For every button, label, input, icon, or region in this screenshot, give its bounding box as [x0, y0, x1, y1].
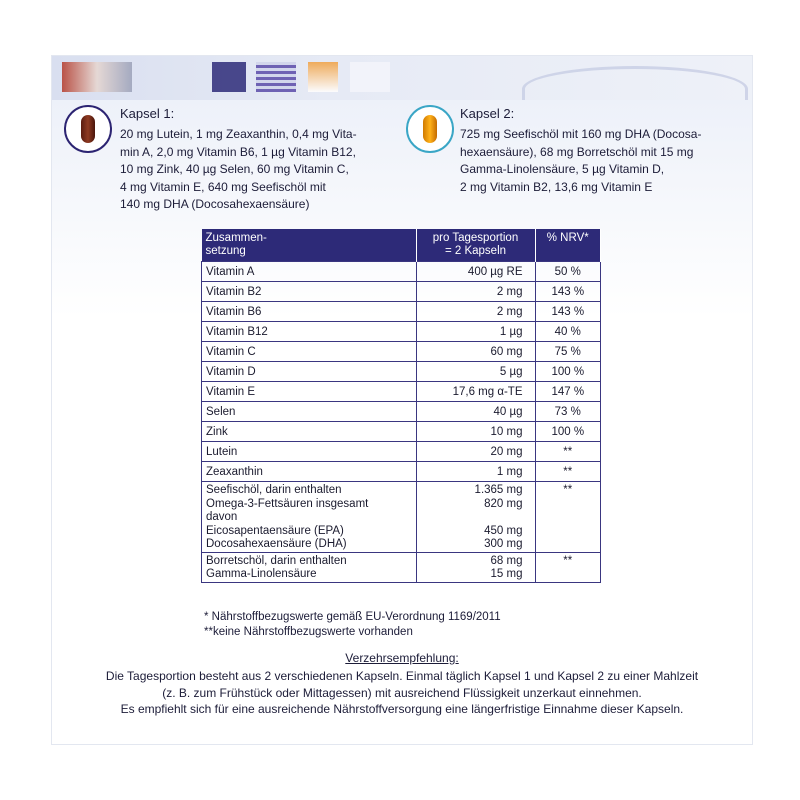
- nutrient-amount: 1 mg: [416, 462, 535, 482]
- nutrient-name: Vitamin B6: [202, 302, 417, 322]
- nutrient-amount: 10 mg: [416, 422, 535, 442]
- nutrient-name: Zeaxanthin: [202, 462, 417, 482]
- nutrient-amount: 60 mg: [416, 342, 535, 362]
- nutrient-amount: 17,6 mg α-TE: [416, 382, 535, 402]
- footnote-nrv: * Nährstoffbezugswerte gemäß EU-Verordnung 1169/2011: [204, 611, 501, 623]
- nutrient-name: Vitamin B2: [202, 282, 417, 302]
- recommendation-text: [52, 668, 752, 718]
- table-row: [202, 282, 601, 302]
- nutrient-nrv: 100 %: [535, 362, 601, 382]
- capsule-red-icon: [81, 115, 95, 143]
- nutrient-nrv: 73 %: [535, 402, 601, 422]
- table-row: [202, 342, 601, 362]
- strip-decoration-light: [350, 62, 390, 92]
- capsule-2-description: [460, 126, 732, 196]
- capsule-1-line: 140 mg DHA (Docosahexaensäure): [120, 197, 310, 211]
- header-nrv: % NRV*: [535, 229, 601, 262]
- nutrient-name: Vitamin C: [202, 342, 417, 362]
- footnote-no-nrv: **keine Nährstoffbezugswerte vorhanden: [204, 626, 413, 638]
- capsule-1-description: [120, 126, 392, 214]
- nutrient-nrv: 143 %: [535, 302, 601, 322]
- header-composition: Zusammen- setzung: [202, 229, 417, 262]
- nutrient-nrv: 100 %: [535, 422, 601, 442]
- table-row-borage: [202, 552, 601, 582]
- fishoil-nrv: **: [535, 482, 601, 553]
- capsule-2-ring: [406, 105, 454, 153]
- nutrient-name: Zink: [202, 422, 417, 442]
- nutrient-nrv: 147 %: [535, 382, 601, 402]
- nutrition-table: [201, 229, 601, 583]
- strip-decoration-orange: [308, 62, 338, 92]
- strip-decoration-blue: [212, 62, 246, 92]
- nutrient-nrv: **: [535, 442, 601, 462]
- nutrient-amount: 40 µg: [416, 402, 535, 422]
- recommendation-line: Es empfiehlt sich für eine ausreichende Nährstoffversorgung eine längerfristige Einnahme dieser Kapseln.: [120, 702, 684, 716]
- strip-decoration-purple: [256, 62, 296, 92]
- nutrient-name: Vitamin A: [202, 262, 417, 282]
- table-row: [202, 442, 601, 462]
- strip-decoration-arc: [522, 66, 748, 100]
- capsule-2-line: 725 mg Seefischöl mit 160 mg DHA (Docosa-: [460, 127, 702, 141]
- capsule-1-line: 10 mg Zink, 40 µg Selen, 60 mg Vitamin C,: [120, 162, 349, 176]
- table-row: [202, 462, 601, 482]
- header-daily-portion: pro Tagesportion = 2 Kapseln: [416, 229, 535, 262]
- nutrient-nrv: 143 %: [535, 282, 601, 302]
- table-row: [202, 402, 601, 422]
- nutrient-name: Lutein: [202, 442, 417, 462]
- capsule-1-ring: [64, 105, 112, 153]
- nutrient-amount: 5 µg: [416, 362, 535, 382]
- capsule-1-line: min A, 2,0 mg Vitamin B6, 1 µg Vitamin B12,: [120, 144, 356, 159]
- capsule-2-line: hexaensäure), 68 mg Borretschöl mit 15 mg: [460, 144, 694, 159]
- borage-nrv: **: [535, 552, 601, 582]
- strip-decoration-red: [62, 62, 132, 92]
- nutrient-name: Vitamin B12: [202, 322, 417, 342]
- table-header-row: [202, 229, 601, 262]
- nutrient-amount: 2 mg: [416, 282, 535, 302]
- fishoil-amount: 1.365 mg 820 mg 450 mg 300 mg: [416, 482, 535, 553]
- capsule-2-line: 2 mg Vitamin B2, 13,6 mg Vitamin E: [460, 179, 653, 194]
- capsule-2-line: Gamma-Linolensäure, 5 µg Vitamin D,: [460, 162, 665, 176]
- table-row: [202, 262, 601, 282]
- table-row: [202, 422, 601, 442]
- fishoil-name: Seefischöl, darin enthalten Omega-3-Fettsäuren insgesamt davon Eicosapentaensäure (EPA) Docosahexaensäure (DHA): [202, 482, 417, 553]
- package-top-strip: [52, 56, 752, 100]
- nutrient-nrv: 40 %: [535, 322, 601, 342]
- table-row: [202, 362, 601, 382]
- capsule-2-title: Kapsel 2:: [460, 106, 515, 121]
- nutrient-amount: 400 µg RE: [416, 262, 535, 282]
- recommendation-title: Verzehrsempfehlung:: [345, 651, 459, 665]
- capsule-1-line: 20 mg Lutein, 1 mg Zeaxanthin, 0,4 mg Vita-: [120, 127, 357, 141]
- capsule-1-line: 4 mg Vitamin E, 640 mg Seefischöl mit: [120, 179, 326, 194]
- capsule-1-title: Kapsel 1:: [120, 106, 175, 121]
- capsule-orange-icon: [423, 115, 437, 143]
- nutrient-name: Vitamin E: [202, 382, 417, 402]
- table-row: [202, 322, 601, 342]
- nutrient-nrv: 50 %: [535, 262, 601, 282]
- recommendation-line: Die Tagesportion besteht aus 2 verschiedenen Kapseln. Einmal täglich Kapsel 1 und Kapsel 2 zu einer Mahlzeit: [105, 669, 699, 683]
- table-row: [202, 382, 601, 402]
- nutrient-nrv: **: [535, 462, 601, 482]
- footnotes: [204, 610, 501, 640]
- borage-amount: 68 mg 15 mg: [416, 552, 535, 582]
- nutrient-amount: 20 mg: [416, 442, 535, 462]
- table-row-fishoil: [202, 482, 601, 553]
- borage-name: Borretschöl, darin enthalten Gamma-Linolensäure: [202, 552, 417, 582]
- recommendation-line: (z. B. zum Frühstück oder Mittagessen) mit ausreichend Flüssigkeit unzerkaut einnehmen.: [162, 685, 642, 700]
- nutrient-name: Vitamin D: [202, 362, 417, 382]
- nutrient-nrv: 75 %: [535, 342, 601, 362]
- nutrient-amount: 2 mg: [416, 302, 535, 322]
- nutrient-amount: 1 µg: [416, 322, 535, 342]
- nutrient-name: Selen: [202, 402, 417, 422]
- table-row: [202, 302, 601, 322]
